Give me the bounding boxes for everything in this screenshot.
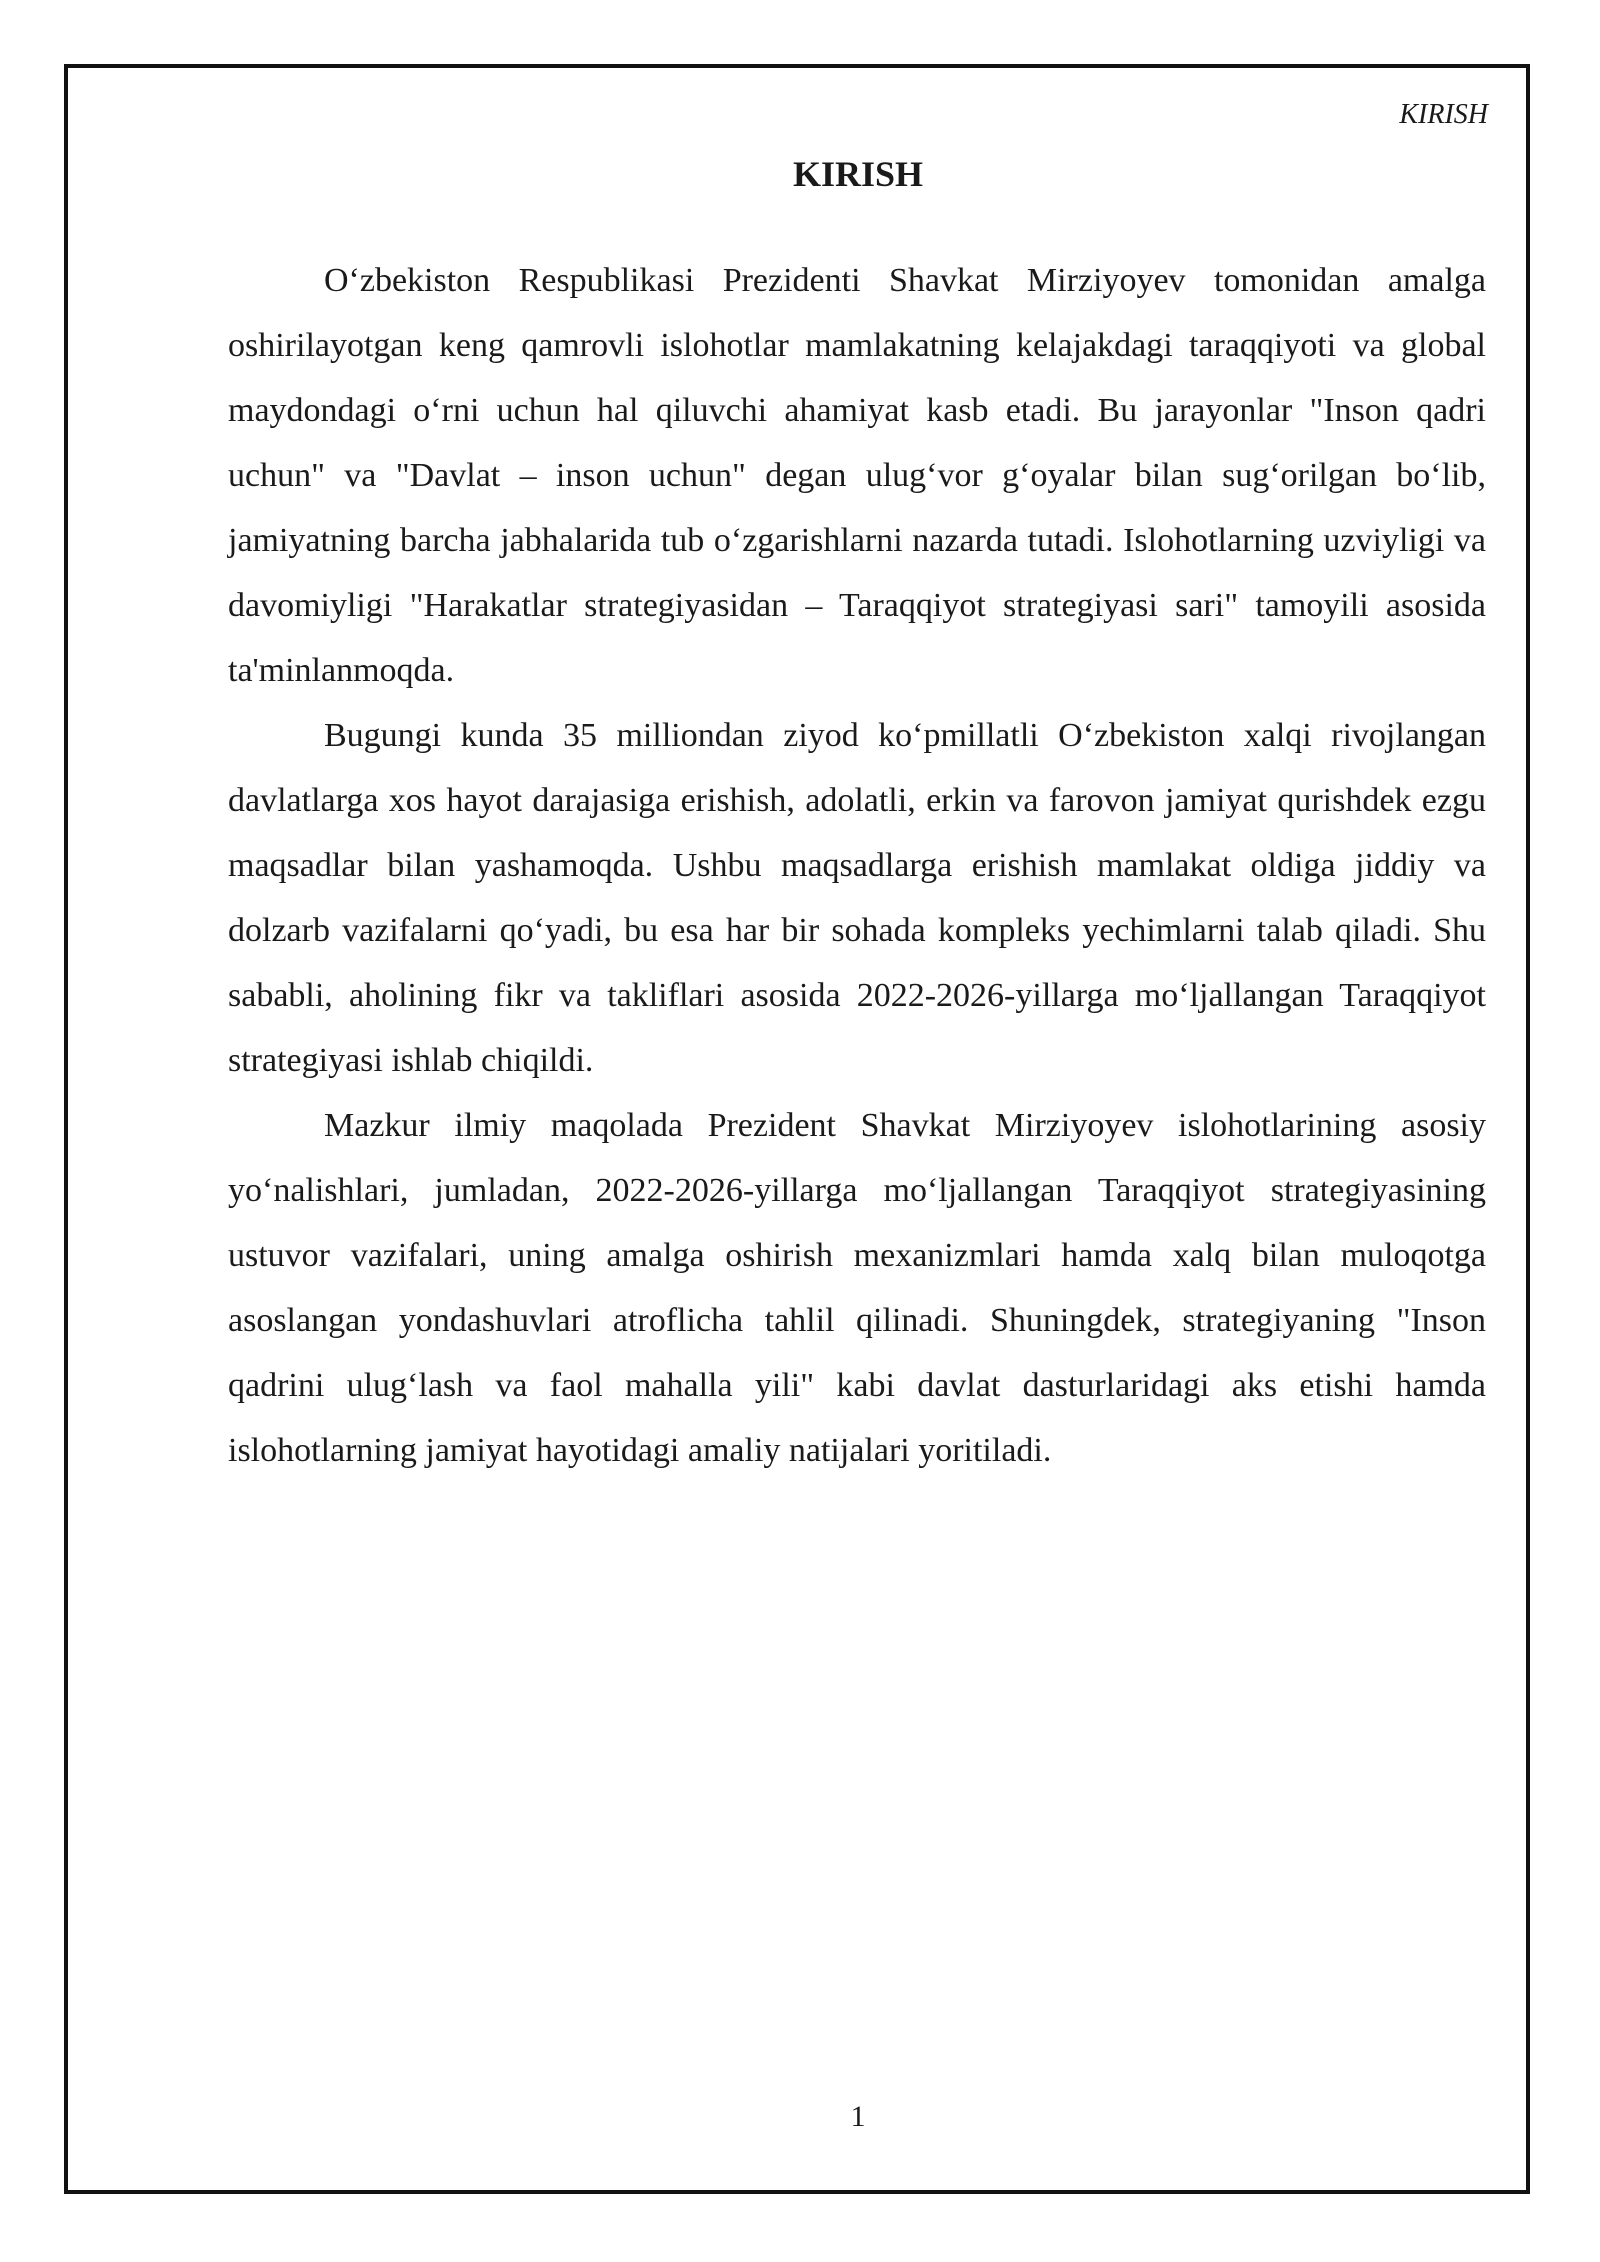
paragraph-3: Mazkur ilmiy maqolada Prezident Shavkat Mirziyoyev islohotlarining asosiy yo‘nalishlari, jumladan, 2022-2026-yillarga mo‘ljallangan Taraqqiyot strategiyasining ustuvor vazifalari, uning amalga oshirish mexanizmlari hamda xalq bilan muloqotga asoslangan yondashuvlari atroflicha tahlil qilinadi. Shuningdek, strategiyaning "Inson qadrini ulug‘lash va faol mahalla yili" kabi davlat dasturlaridagi aks etishi hamda islohotlarning jamiyat hayotidagi amaliy natijalari yoritiladi. [228,1107,1486,1469]
paragraph-1: O‘zbekiston Respublikasi Prezidenti Shavkat Mirziyoyev tomonidan amalga oshirilayotgan keng qamrovli islohotlar mamlakatning kelajakdagi taraqqiyoti va global maydondagi o‘rni uchun hal qiluvchi ahamiyat kasb etadi. Bu jarayonlar "Inson qadri uchun" va "Davlat – inson uchun" degan ulug‘vor g‘oyalar bilan sug‘orilgan bo‘lib, jamiyatning barcha jabhalarida tub o‘zgarishlarni nazarda tutadi. Islohotlarning uzviyligi va davomiyligi "Harakatlar strategiyasidan – Taraqqiyot strategiyasi sari" tamoyili asosida ta'minlanmoqda. [228,262,1486,689]
page-title: KIRISH [792,154,924,194]
page-number: 1 [850,2100,866,2133]
running-header: KIRISH [1399,99,1488,130]
paragraph-2: Bugungi kunda 35 milliondan ziyod ko‘pmillatli O‘zbekiston xalqi rivojlangan davlatlarga xos hayot darajasiga erishish, adolatli, erkin va farovon jamiyat qurishdek ezgu maqsadlar bilan yashamoqda. Ushbu maqsadlarga erishish mamlakat oldiga jiddiy va dolzarb vazifalarni qo‘yadi, bu esa har bir sohada kompleks yechimlarni talab qiladi. Shu sababli, aholining fikr va takliflari asosida 2022-2026-yillarga mo‘ljallangan Taraqqiyot strategiyasi ishlab chiqildi. [228,717,1486,1079]
body-text [228,248,1486,1483]
